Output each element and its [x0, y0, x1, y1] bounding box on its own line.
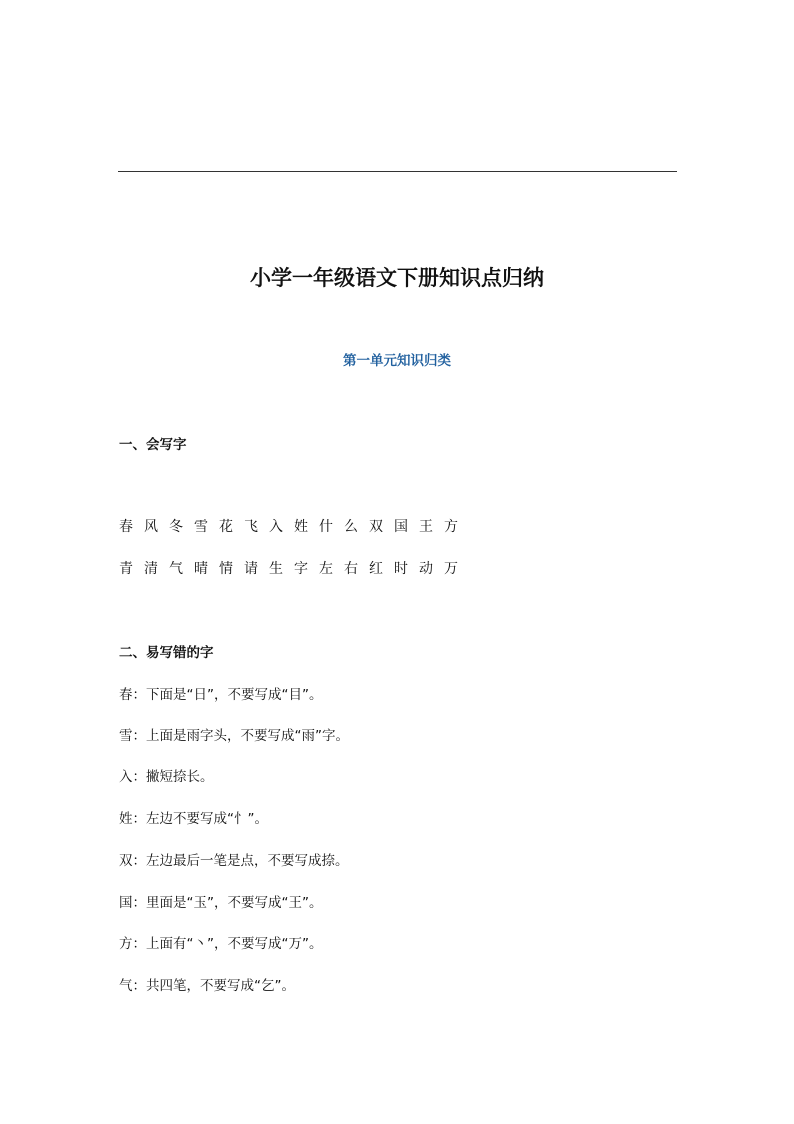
char-row-2: 青清气晴情请生字左右红时动万	[119, 561, 469, 577]
error-note-5: 双：左边最后一笔是点，不要写成捺。	[119, 853, 349, 869]
error-note-4: 姓：左边不要写成“忄”。	[119, 811, 268, 827]
error-note-7: 方：上面有“丶”，不要写成“万”。	[119, 936, 323, 952]
error-note-3: 入：撇短捺长。	[119, 769, 214, 785]
error-note-6: 国：里面是“玉”，不要写成“王”。	[119, 895, 323, 911]
section-heading-errors: 二、易写错的字	[119, 645, 214, 661]
error-note-1: 春：下面是“日”，不要写成“目”。	[119, 687, 323, 703]
document-title: 小学一年级语文下册知识点归纳	[250, 266, 544, 290]
section-heading-writing: 一、会写字	[119, 437, 187, 453]
char-row-1: 春风冬雪花飞入姓什么双国王方	[119, 519, 469, 535]
header-rule	[118, 171, 677, 172]
unit-title: 第一单元知识归类	[343, 353, 451, 369]
error-note-8: 气：共四笔，不要写成“乞”。	[119, 978, 295, 994]
error-note-2: 雪：上面是雨字头，不要写成“雨”字。	[119, 728, 349, 744]
